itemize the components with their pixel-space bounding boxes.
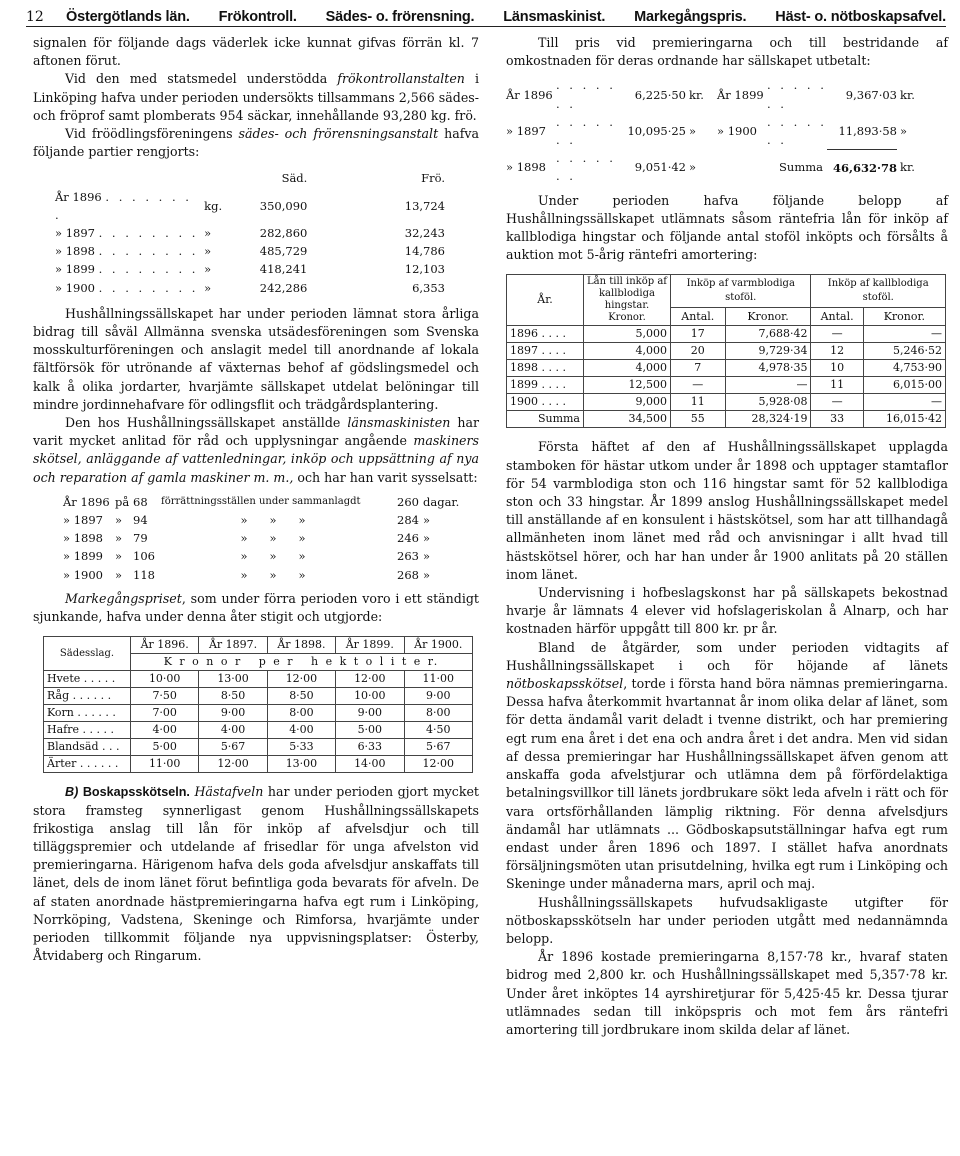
text-run-italic: Markegångspriset — [65, 590, 182, 606]
header-section: Markegångspris. — [634, 8, 747, 25]
paragraph — [506, 639, 948, 894]
sub-head: Kronor. — [863, 308, 945, 326]
cell: 10·00 — [336, 688, 404, 705]
text-run: , torde i första hand böra nämnas premieringarna. Dessa hafva återkommit hvartannat år inom olika delar af länet, som för detta ändamål varit deladt i tvenne distrikt, och har premiering egt rum ena året i det ena och andra året i det andra. Men vid sidan af dessa premieringar har Hushållningssällskapet äfven genom att anskaffa goda afvelstjurar och utlämna dem på förfördelaktiga betalningsvillkor till länets jordbrukare sökt leda afveln i rätt och för vara ortsförhållanden lämplig riktning. För denna afvelsdjurs ändamål har utlämnats ... Gödboskapsutställningar hafva egt rum endast under åren 1896 och 1897. I stället hafva anordnats försäljningsmöten utan prisutdelning, hvilka egt rum i Linköping och Skeninge under månaderna mars, april och maj. — [506, 676, 948, 892]
paragraph: signalen för följande dags väderlek icke kunnat gifvas förrän kl. 7 aftonen förut. — [33, 35, 479, 69]
page-number: 12 — [26, 8, 44, 25]
left-column — [33, 34, 479, 965]
loans-table — [506, 274, 946, 428]
cell: » — [204, 280, 212, 295]
cell: 10,095·25 — [627, 123, 686, 138]
header-section: Östergötlands län. — [66, 8, 190, 25]
cell: » » » — [240, 513, 306, 528]
cell: » — [115, 513, 123, 528]
cell: 12·00 — [404, 756, 473, 773]
table-row: » 1897 . . . . . . . . » 282,860 32,243 — [55, 224, 445, 242]
cell: » — [689, 123, 697, 138]
cell: på — [115, 494, 130, 509]
header-section: Frökontroll. — [218, 8, 297, 25]
cell: 268 — [397, 567, 419, 582]
cell: 9·00 — [404, 688, 473, 705]
cell: 7,688·42 — [725, 326, 811, 343]
cell: 9,000 — [584, 394, 671, 411]
price-table — [43, 636, 473, 773]
table-row: » 1897 . . . . . . . 10,095·25 » » 1900 . . . . . . . 11,893·58 » — [506, 113, 946, 149]
cell: 8·00 — [404, 705, 473, 722]
running-header — [26, 4, 946, 27]
cell: 17 — [671, 326, 726, 343]
section-label: B) — [65, 785, 79, 800]
cell: 418,241 — [259, 262, 308, 277]
cell: 6·33 — [336, 739, 404, 756]
cell: År 1896 — [63, 494, 110, 509]
cell: 28,324·19 — [725, 411, 811, 428]
cell: 5·00 — [336, 722, 404, 739]
cell: kr. — [900, 87, 915, 102]
text-run: Vid den med statsmedel understödda — [65, 71, 338, 87]
cell: 13·00 — [199, 671, 267, 688]
cell: 4·50 — [404, 722, 473, 739]
table-row — [63, 529, 463, 547]
cell: 284 — [397, 513, 419, 528]
cell: 11·00 — [404, 671, 473, 688]
machinist-table — [63, 493, 463, 584]
table-row: » 1898 . . . . . . . 9,051·42 » Summa 46,632·78 kr. — [506, 149, 946, 185]
cell: 4·00 — [131, 722, 199, 739]
table-row: År 1896 . . . . . . . 6,225·50 kr. År 1899 . . . . . . . 9,367·03 kr. — [506, 76, 946, 112]
cell: 11 — [811, 377, 863, 394]
cell: Ärter . . . . . . — [44, 756, 131, 773]
text-run-italic: maskiners skötsel, anläggande af vattenledningar, inköp och uppsättning af nya och reparation af gamla maskiner m. m., — [33, 433, 479, 485]
text-run: Den hos Hushållningssällskapet anställde — [65, 415, 348, 431]
col-head: År 1897. — [199, 637, 267, 654]
cell: 16,015·42 — [863, 411, 945, 428]
cell: 1899 . . . . — [507, 377, 584, 394]
cell: — — [671, 377, 726, 394]
table-row: År 1896 . . . . . . . . kg. 350,090 13,724 — [55, 188, 445, 224]
cell: 7·50 — [131, 688, 199, 705]
col-head: År. — [507, 275, 584, 326]
cell: 8·00 — [267, 705, 335, 722]
cell: 12·00 — [267, 671, 335, 688]
cell: » 1900 — [63, 567, 103, 582]
text-run: har varit mycket anlitad för råd och upplysningar angående — [33, 415, 479, 449]
table-row: » 1898 . . . . . . . . » 485,729 14,786 — [55, 242, 445, 260]
sub-head: Antal. — [671, 308, 726, 326]
table-row — [63, 493, 463, 511]
header-section: Länsmaskinist. — [503, 8, 606, 25]
cell: 6,353 — [412, 280, 445, 295]
table-row — [44, 688, 473, 705]
cell: 68 — [133, 494, 148, 509]
cell: 118 — [133, 567, 155, 582]
cell: kr. — [689, 87, 704, 102]
cell: 106 — [133, 549, 155, 564]
cell: År 1896 — [506, 87, 553, 102]
cell: 20 — [671, 343, 726, 360]
cell: 242,286 — [259, 280, 308, 295]
cell: 12·00 — [336, 671, 404, 688]
header-section: Sädes- o. frörensning. — [325, 8, 475, 25]
cell: » 1899 — [55, 262, 95, 277]
cell: » » » — [240, 549, 306, 564]
cell: » — [204, 262, 212, 277]
table-row — [44, 671, 473, 688]
cell: 5·67 — [199, 739, 267, 756]
table-row — [63, 511, 463, 529]
cell: 5·67 — [404, 739, 473, 756]
cell: 13,724 — [404, 198, 445, 213]
paragraph: Första häftet af den af Hushållningssällskapet upplagda stamboken för hästar utkom under år 1898 och upptager stamtaflor för 54 varmblodiga ston och 116 hingstar samt för 52 kallblodiga ston och 33 hingstar. År 1899 anslog Hushållningssällskapet medel till anställande af en konsulent i hästskötsel, som har att tillhandagå allmänheten inom länet med råd och anvisningar i allt hvad till hästskötsel hörer, och har han under år 1900 anlitats på 20 ställen inom länet. — [506, 439, 948, 582]
col-head: Inköp af varmblodiga stoföl. — [671, 275, 811, 308]
cell: 14·00 — [336, 756, 404, 773]
paragraph — [33, 70, 479, 125]
cell: 350,090 — [259, 198, 308, 213]
cell: » — [204, 226, 212, 241]
paragraph: År 1896 kostade premieringarna 8,157·78 kr., hvaraf staten bidrog med 2,800 kr. och Hushållningssällskapet med 5,357·78 kr. Under året inköptes 14 ayrshiretjurar för 5,425·45 kr. Dessa tjurar utlämnades sedan till inköpspris och mot fem års räntefri amortering till jordbrukare inom skilda delar af länet. — [506, 949, 948, 1037]
cell: » » » — [240, 567, 306, 582]
col-head: År 1898. — [267, 637, 335, 654]
cell: 12,500 — [584, 377, 671, 394]
paid-table — [506, 76, 946, 185]
paragraph — [33, 125, 479, 161]
cell: förrättningsställen under sammanlagdt — [161, 495, 361, 507]
cell: » — [423, 531, 431, 546]
table-row — [44, 739, 473, 756]
cell: » — [204, 244, 212, 259]
cell: 14,786 — [404, 244, 445, 259]
cell: Blandsäd . . . — [44, 739, 131, 756]
cell: 4,000 — [584, 360, 671, 377]
cell: » 1898 — [506, 160, 546, 175]
unit-row: K r o n o r p e r h e k t o l i t e r. — [131, 654, 473, 671]
cell: 5,246·52 — [863, 343, 945, 360]
sub-head: Kronor. — [725, 308, 811, 326]
corner-header: Sädesslag. — [44, 637, 131, 671]
cell: Råg . . . . . . — [44, 688, 131, 705]
cell: 6,225·50 — [634, 87, 686, 102]
cell: 12·00 — [199, 756, 267, 773]
cell: 282,860 — [259, 226, 308, 241]
cell: kg. — [204, 198, 223, 213]
text-run-italic: frökontrollanstalten — [337, 71, 465, 87]
loan-head-text: Lån till inköp af kallblodiga hingstar. — [587, 276, 667, 312]
text-run: och har han varit sysselsatt: — [293, 469, 478, 485]
cell: 12 — [811, 343, 863, 360]
cleaning-table — [55, 169, 445, 296]
cell: 8·50 — [199, 688, 267, 705]
col-head: År 1900. — [404, 637, 473, 654]
cell: Summa — [507, 411, 584, 428]
paragraph: Under perioden hafva följande belopp af Hushållningssällskapet utlämnats såsom räntefria lån för inköp af kallblodiga hingstar och följande antal stoföl inköpts och försålts å auktion mot 5-årig räntefri amortering: — [506, 192, 948, 263]
paragraph: Till pris vid premieringarna och till bestridande af omkostnaden för deras ordnande har sällskapet utbetalt: — [506, 35, 948, 69]
cell: » 1897 — [63, 513, 103, 528]
section-title: Boskapsskötseln. — [82, 785, 190, 800]
cell: » — [900, 123, 908, 138]
paragraph: Hushållningssällskapet har under perioden lämnat stora årliga bidrag till såväl Allmänna svenska utsädesföreningen som Svenska mosskulturföreningen och anslagit medel till anordnande af lokala fältförsök för utrönande af växternas behof af gödslingsmedel och kalk å olika jordarter, hvarjämte sällskapet utdelat belöningar till mindre jordinnehafvare för odlingsflit och trädgårdsplantering. — [33, 305, 479, 412]
table-row — [507, 326, 946, 343]
table-row: » 1899 . . . . . . . . » 418,241 12,103 — [55, 260, 445, 278]
cell: » 1898 — [55, 244, 95, 259]
col-head: År 1896. — [131, 637, 199, 654]
table-row — [63, 547, 463, 565]
cell: » — [423, 567, 431, 582]
cell: — — [725, 377, 811, 394]
cell: 10·00 — [131, 671, 199, 688]
cell: 5·33 — [267, 739, 335, 756]
cell: År 1896 — [55, 189, 102, 204]
text-run: , som under förra perioden voro i ett ständigt sjunkande, hafva under denna åter stigit och utgjorde: — [33, 590, 479, 625]
cell: » 1899 — [63, 549, 103, 564]
cell: 94 — [133, 513, 148, 528]
cell: » — [115, 567, 123, 582]
cell: 9,367·03 — [845, 87, 897, 102]
cell: Hafre . . . . . — [44, 722, 131, 739]
cell: — — [811, 326, 863, 343]
loan-head-unit: Kronor. — [608, 312, 646, 324]
cell: 8·50 — [267, 688, 335, 705]
cell: 1898 . . . . — [507, 360, 584, 377]
text-run: hafva följande partier rengjorts: — [33, 126, 479, 160]
cell: 4,753·90 — [863, 360, 945, 377]
sub-head: Antal. — [811, 308, 863, 326]
cell: 9,051·42 — [634, 160, 686, 175]
paragraph — [33, 783, 479, 965]
cell: » 1898 — [63, 531, 103, 546]
header-section: Häst- o. nötboskapsafvel. — [775, 8, 946, 25]
cell: dagar. — [423, 494, 460, 509]
cell: » 1897 — [506, 123, 546, 138]
cell: 11·00 — [131, 756, 199, 773]
cell: » — [115, 531, 123, 546]
cell: Summa — [779, 160, 823, 175]
cell: 55 — [671, 411, 726, 428]
cell: Hvete . . . . . — [44, 671, 131, 688]
cell: 46,632·78 — [832, 160, 897, 175]
cell: — — [863, 394, 945, 411]
text-run: Bland de åtgärder, som under perioden vidtagits af Hushållningssällskapet i och för höjande af länets — [506, 639, 948, 673]
cell: 485,729 — [259, 244, 308, 259]
paragraph — [33, 590, 479, 626]
cell: År 1899 — [717, 87, 764, 102]
cell: 5·00 — [131, 739, 199, 756]
col-head: Säd. — [281, 171, 308, 186]
cell: 9·00 — [336, 705, 404, 722]
table-row — [63, 566, 463, 584]
paragraph: Hushållningssällskapets hufvudsakligaste utgifter för nötboskapsskötseln har under perioden utgått med nedannämnda belopp. — [506, 894, 948, 946]
col-head: Frö. — [421, 171, 445, 186]
table-row — [44, 705, 473, 722]
cell: 1897 . . . . — [507, 343, 584, 360]
cell: kr. — [900, 160, 915, 175]
table-row — [507, 377, 946, 394]
cell: 1900 . . . . — [507, 394, 584, 411]
table-row — [507, 394, 946, 411]
cell: 11 — [671, 394, 726, 411]
cell: 6,015·00 — [863, 377, 945, 394]
cell: 4,000 — [584, 343, 671, 360]
table-row — [507, 360, 946, 377]
cell: 9·00 — [199, 705, 267, 722]
text-run-italic: Hästafveln — [194, 784, 264, 800]
cell: » — [423, 513, 431, 528]
cell: 7·00 — [131, 705, 199, 722]
table-row — [44, 722, 473, 739]
text-run-italic: nötboskapsskötsel — [506, 676, 624, 692]
cell: 12,103 — [404, 262, 445, 277]
cell: » 1900 — [717, 123, 757, 138]
cell: 4·00 — [267, 722, 335, 739]
cell: Korn . . . . . . — [44, 705, 131, 722]
text-run-italic: sädes- och frörensningsanstalt — [238, 126, 439, 142]
cell: 79 — [133, 531, 148, 546]
col-head: Inköp af kallblodiga stoföl. — [811, 275, 946, 308]
cell: 32,243 — [404, 226, 445, 241]
cell: 10 — [811, 360, 863, 377]
cell: 7 — [671, 360, 726, 377]
cell: 5,000 — [584, 326, 671, 343]
cell: » — [423, 549, 431, 564]
col-head: År 1899. — [336, 637, 404, 654]
col-head — [584, 275, 671, 326]
paragraph — [33, 414, 479, 487]
cell: » 1897 — [55, 226, 95, 241]
cell: 4·00 — [199, 722, 267, 739]
table-row — [44, 756, 473, 773]
sum-row — [507, 411, 946, 428]
paragraph: Undervisning i hofbeslagskonst har på sällskapets bekostnad hvarje år lämnats 4 elever vid hofslageriskolan å Alnarp, och har kostnaden härför uppgått till 800 kr. pr år. — [506, 585, 948, 637]
cell: 11,893·58 — [827, 113, 897, 149]
cell: 1896 . . . . — [507, 326, 584, 343]
cell: 246 — [397, 531, 419, 546]
cell: 263 — [397, 549, 419, 564]
cell: — — [811, 394, 863, 411]
cell: 33 — [811, 411, 863, 428]
cell: 5,928·08 — [725, 394, 811, 411]
cell: 260 — [397, 494, 419, 509]
cell: » — [115, 549, 123, 564]
cell: » » » — [240, 531, 306, 546]
cell: — — [863, 326, 945, 343]
cell: 34,500 — [584, 411, 671, 428]
cell: » — [689, 160, 697, 175]
cell: 13·00 — [267, 756, 335, 773]
cell: 4,978·35 — [725, 360, 811, 377]
right-column — [506, 34, 948, 1039]
text-run: har under perioden gjort mycket stora framsteg synnerligast genom Hushållningssällskapets frikostiga anslag till lån för inköp af afvelsdjur och till tilläggspremier och utdelande af frisedlar för unga afvelston vid premieringarna. Härigenom hafva dels goda afvelsdjur anskaffats till länet, dels de inom länet förut befintliga goda bevarats för afveln. De af staten anordnade hästpremieringarna hafva egt rum i Linköping, Norrköping, Vadstena, Skeninge och Rimforsa, hvarjämte under perioden tillkommit följande nya uppvisningsplatser: Österby, Åtvidaberg och Ringarum. — [33, 784, 479, 964]
cell: » 1900 — [55, 280, 95, 295]
text-run: Vid fröödlingsföreningens — [65, 126, 239, 142]
text-run-italic: länsmaskinisten — [347, 415, 451, 431]
table-row: » 1900 . . . . . . . . » 242,286 6,353 — [55, 279, 445, 297]
text-run: i Linköping hafva under perioden undersökts tillsammans 2,566 sädes- och fröprof samt plomberats 954 säckar, innehållande 93,280 kg. frö. — [33, 71, 479, 123]
running-title — [66, 8, 946, 26]
table-row — [507, 343, 946, 360]
cell: 9,729·34 — [725, 343, 811, 360]
